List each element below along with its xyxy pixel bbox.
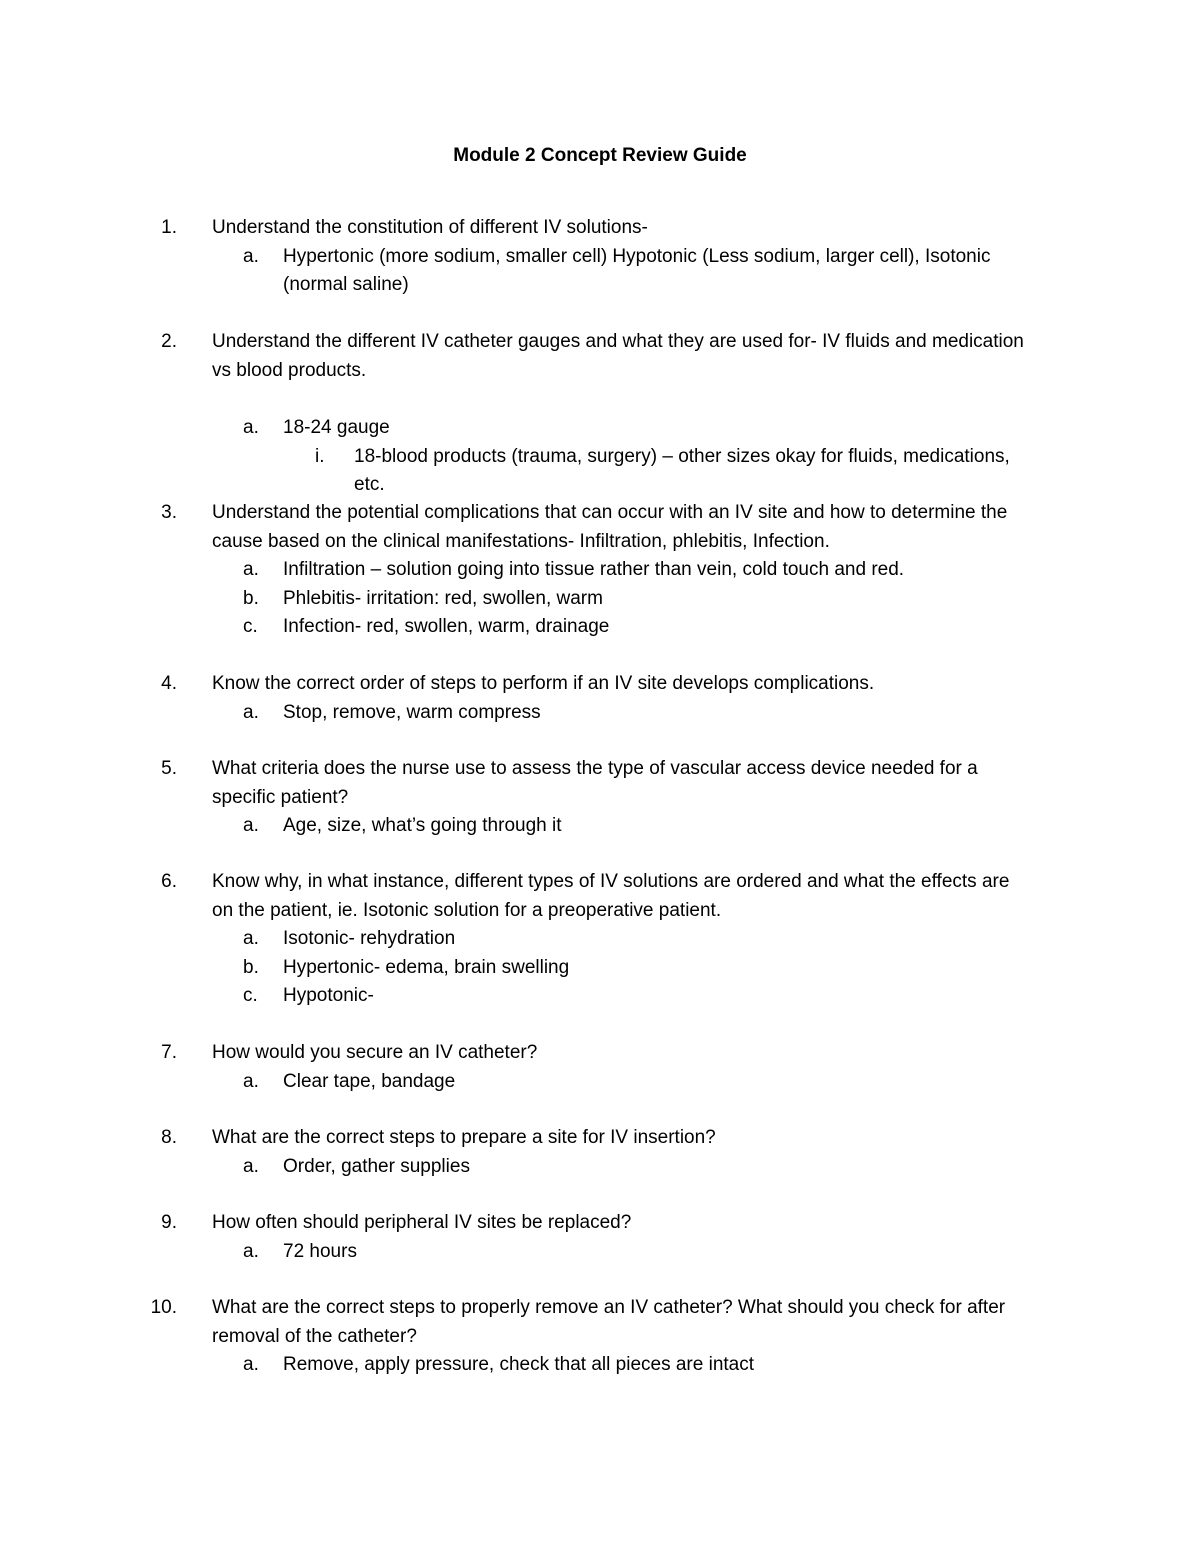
item-text: cause based on the clinical manifestations- Infiltration, phlebitis, Infection. bbox=[212, 530, 830, 552]
sub-item-text: (normal saline) bbox=[283, 274, 409, 295]
item-text: Understand the different IV catheter gauges and what they are used for- IV fluids and medication bbox=[212, 331, 1024, 352]
sub-item-label: a. bbox=[243, 1240, 259, 1262]
item-number: 4. bbox=[161, 673, 177, 694]
sub-item-label: b. bbox=[243, 956, 259, 978]
sub-item-text: Infiltration – solution going into tissue rather than vein, cold touch and red. bbox=[283, 559, 905, 580]
sub-item-label: a. bbox=[243, 245, 259, 267]
item-text: Know why, in what instance, different types of IV solutions are ordered and what the effects are bbox=[212, 871, 1010, 892]
sub-item-text: Order, gather supplies bbox=[283, 1155, 470, 1177]
sub-item-label: a. bbox=[243, 1155, 259, 1177]
sub-item-text: Stop, remove, warm compress bbox=[283, 701, 541, 723]
item-number: 1. bbox=[161, 217, 177, 238]
sub-item-text: Hypertonic- edema, brain swelling bbox=[283, 956, 570, 978]
sub-item-label: a. bbox=[243, 1354, 259, 1375]
item-number: 9. bbox=[161, 1212, 177, 1233]
sub-item-text: Infection- red, swollen, warm, drainage bbox=[283, 616, 610, 637]
item-number: 2. bbox=[161, 331, 177, 352]
sub-item-text: Isotonic- rehydration bbox=[283, 928, 456, 949]
item-number: 8. bbox=[161, 1127, 177, 1148]
sub-item-text: Hypotonic- bbox=[283, 985, 374, 1006]
sub-item-text: Remove, apply pressure, check that all pieces are intact bbox=[283, 1354, 755, 1375]
sub-item-text: Hypertonic (more sodium, smaller cell) Hypotonic (Less sodium, larger cell), Isotonic bbox=[283, 245, 991, 267]
item-number: 3. bbox=[161, 502, 177, 523]
item-text: on the patient, ie. Isotonic solution for a preoperative patient. bbox=[212, 899, 722, 921]
item-text: Know the correct order of steps to perform if an IV site develops complications. bbox=[212, 673, 875, 694]
item-text: Understand the constitution of different IV solutions- bbox=[212, 217, 648, 238]
item-number: 5. bbox=[161, 758, 177, 779]
sub-item-label: a. bbox=[243, 701, 259, 723]
document-title: Module 2 Concept Review Guide bbox=[453, 145, 747, 166]
item-number: 7. bbox=[161, 1042, 177, 1063]
item-text: Understand the potential complications that can occur with an IV site and how to determine the bbox=[212, 502, 1008, 523]
sub-item-label: a. bbox=[243, 1070, 259, 1092]
sub-item-text: Age, size, what’s going through it bbox=[283, 815, 562, 836]
sub-item-label: a. bbox=[243, 559, 259, 580]
item-text: How often should peripheral IV sites be replaced? bbox=[212, 1212, 632, 1233]
sub-sub-item-text: 18-blood products (trauma, surgery) – other sizes okay for fluids, medications, bbox=[354, 445, 1010, 467]
item-text: specific patient? bbox=[212, 786, 349, 808]
item-number: 6. bbox=[161, 871, 177, 892]
sub-item-label: a. bbox=[243, 815, 259, 836]
sub-item-label: a. bbox=[243, 417, 259, 438]
sub-item-text: 72 hours bbox=[283, 1240, 357, 1262]
sub-item-label: c. bbox=[243, 985, 258, 1006]
sub-sub-item-text: etc. bbox=[354, 474, 385, 495]
item-number: 10. bbox=[150, 1297, 177, 1318]
item-text: What criteria does the nurse use to assess the type of vascular access device needed for a bbox=[212, 758, 978, 779]
sub-sub-item-label: i. bbox=[315, 445, 325, 467]
sub-item-text: Phlebitis- irritation: red, swollen, warm bbox=[283, 587, 603, 609]
item-text: vs blood products. bbox=[212, 359, 367, 381]
sub-item-label: b. bbox=[243, 587, 259, 609]
item-text: How would you secure an IV catheter? bbox=[212, 1042, 538, 1063]
sub-item-text: Clear tape, bandage bbox=[283, 1070, 456, 1092]
sub-item-text: 18-24 gauge bbox=[283, 417, 390, 438]
item-text: What are the correct steps to prepare a site for IV insertion? bbox=[212, 1127, 716, 1148]
item-text: removal of the catheter? bbox=[212, 1325, 417, 1347]
item-text: What are the correct steps to properly remove an IV catheter? What should you check for after bbox=[212, 1297, 1006, 1318]
sub-item-label: a. bbox=[243, 928, 259, 949]
sub-item-label: c. bbox=[243, 616, 258, 637]
